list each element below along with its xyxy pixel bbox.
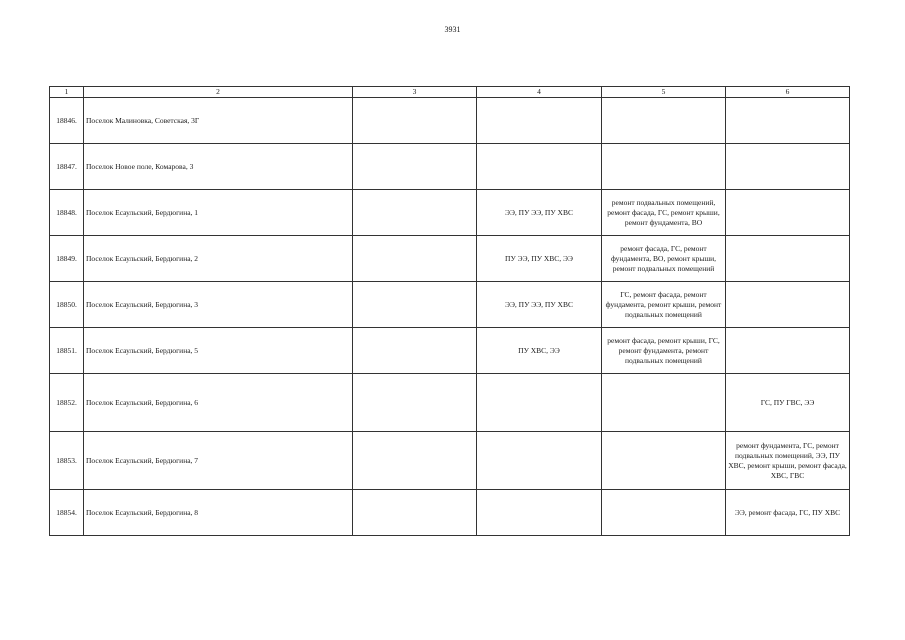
cell-column-4 xyxy=(477,374,602,432)
column-header-6: 6 xyxy=(726,87,850,98)
row-number: 18853. xyxy=(50,432,84,490)
cell-column-6: ремонт фундамента, ГС, ремонт подвальных помещений, ЭЭ, ПУ ХВС, ремонт крыши, ремонт фасада, ХВС, ГВС xyxy=(726,432,850,490)
address-cell: Поселок Есаульский, Бердюгина, 3 xyxy=(84,282,353,328)
cell-column-5 xyxy=(602,98,726,144)
address-cell: Поселок Есаульский, Бердюгина, 5 xyxy=(84,328,353,374)
address-cell: Поселок Есаульский, Бердюгина, 7 xyxy=(84,432,353,490)
row-number: 18854. xyxy=(50,490,84,536)
table-row xyxy=(50,98,850,144)
cell-column-4: ЭЭ, ПУ ЭЭ, ПУ ХВС xyxy=(477,282,602,328)
address-cell: Поселок Есаульский, Бердюгина, 2 xyxy=(84,236,353,282)
address-cell: Поселок Есаульский, Бердюгина, 8 xyxy=(84,490,353,536)
cell-column-3 xyxy=(353,144,477,190)
cell-column-3 xyxy=(353,282,477,328)
table-row xyxy=(50,374,850,432)
cell-column-3 xyxy=(353,432,477,490)
column-header-5: 5 xyxy=(602,87,726,98)
table-row xyxy=(50,490,850,536)
column-header-2: 2 xyxy=(84,87,353,98)
cell-column-6: ЭЭ, ремонт фасада, ГС, ПУ ХВС xyxy=(726,490,850,536)
cell-column-5: ГС, ремонт фасада, ремонт фундамента, ремонт крыши, ремонт подвальных помещений xyxy=(602,282,726,328)
cell-column-6 xyxy=(726,328,850,374)
header-row xyxy=(50,87,850,98)
cell-column-6 xyxy=(726,190,850,236)
cell-column-5 xyxy=(602,490,726,536)
cell-column-3 xyxy=(353,236,477,282)
address-cell: Поселок Есаульский, Бердюгина, 1 xyxy=(84,190,353,236)
row-number: 18846. xyxy=(50,98,84,144)
row-number: 18849. xyxy=(50,236,84,282)
row-number: 18850. xyxy=(50,282,84,328)
table-row xyxy=(50,328,850,374)
cell-column-6 xyxy=(726,144,850,190)
address-cell: Поселок Малиновка, Советская, 3Г xyxy=(84,98,353,144)
cell-column-3 xyxy=(353,328,477,374)
cell-column-6 xyxy=(726,98,850,144)
row-number: 18847. xyxy=(50,144,84,190)
page-number: 3931 xyxy=(444,25,461,34)
address-cell: Поселок Есаульский, Бердюгина, 6 xyxy=(84,374,353,432)
cell-column-3 xyxy=(353,98,477,144)
cell-column-6: ГС, ПУ ГВС, ЭЭ xyxy=(726,374,850,432)
cell-column-3 xyxy=(353,374,477,432)
row-number: 18852. xyxy=(50,374,84,432)
cell-column-4 xyxy=(477,98,602,144)
register-table xyxy=(49,86,850,536)
cell-column-6 xyxy=(726,282,850,328)
row-number: 18848. xyxy=(50,190,84,236)
table-row xyxy=(50,144,850,190)
cell-column-4 xyxy=(477,144,602,190)
cell-column-5 xyxy=(602,432,726,490)
column-header-3: 3 xyxy=(353,87,477,98)
cell-column-5: ремонт фасада, ГС, ремонт фундамента, ВО, ремонт крыши, ремонт подвальных помещений xyxy=(602,236,726,282)
table-row xyxy=(50,190,850,236)
column-header-1: 1 xyxy=(50,87,84,98)
table-row xyxy=(50,432,850,490)
table-row xyxy=(50,236,850,282)
cell-column-4: ПУ ЭЭ, ПУ ХВС, ЭЭ xyxy=(477,236,602,282)
cell-column-6 xyxy=(726,236,850,282)
address-cell: Поселок Новое поле, Комарова, 3 xyxy=(84,144,353,190)
cell-column-5 xyxy=(602,374,726,432)
cell-column-5: ремонт подвальных помещений, ремонт фасада, ГС, ремонт крыши, ремонт фундамента, ВО xyxy=(602,190,726,236)
cell-column-3 xyxy=(353,190,477,236)
cell-column-5 xyxy=(602,144,726,190)
column-header-4: 4 xyxy=(477,87,602,98)
cell-column-4: ЭЭ, ПУ ЭЭ, ПУ ХВС xyxy=(477,190,602,236)
cell-column-4: ПУ ХВС, ЭЭ xyxy=(477,328,602,374)
row-number: 18851. xyxy=(50,328,84,374)
cell-column-3 xyxy=(353,490,477,536)
table-row xyxy=(50,282,850,328)
cell-column-4 xyxy=(477,432,602,490)
cell-column-5: ремонт фасада, ремонт крыши, ГС, ремонт фундамента, ремонт подвальных помещений xyxy=(602,328,726,374)
cell-column-4 xyxy=(477,490,602,536)
